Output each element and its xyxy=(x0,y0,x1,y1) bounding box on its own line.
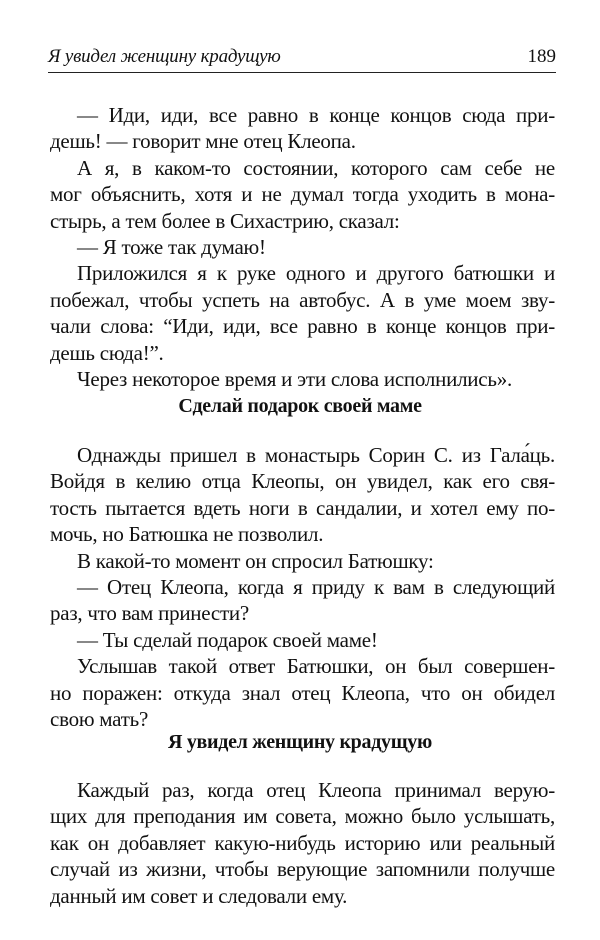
running-header xyxy=(48,40,556,73)
text-line: — Отец Клеопа, когда я приду к вам в следующий xyxy=(77,574,555,599)
section-heading: Я увидел женщину крадущую xyxy=(168,731,432,753)
paragraph xyxy=(50,777,555,909)
text-line: случай из жизни, чтобы верующие запомнили получше xyxy=(50,857,555,882)
text-line: данный им совет и следовали ему. xyxy=(50,883,348,908)
text-line: А я, в каком-то состоянии, которого сам себе не xyxy=(77,155,555,180)
text-line: мог объяснить, хотя и не думал тогда уходить в мона- xyxy=(50,182,555,207)
paragraph xyxy=(50,234,555,260)
text-line: свою мать? xyxy=(50,706,149,731)
paragraph xyxy=(50,574,555,627)
section-heading: Сделай подарок своей маме xyxy=(178,395,422,417)
paragraph xyxy=(50,548,555,574)
paragraph xyxy=(50,155,555,234)
text-line: дешь сюда!”. xyxy=(50,340,164,365)
section-text xyxy=(50,442,555,732)
text-line: чали слова: “Иди, иди, все равно в конце концов при- xyxy=(50,314,555,339)
text-line: — Иди, иди, все равно в конце концов сюда при- xyxy=(77,103,555,127)
text-line: щих для преподания им совета, можно было услышать, xyxy=(50,804,555,829)
text-line: Каждый раз, когда отец Клеопа принимал верую- xyxy=(77,778,555,802)
text-line: — Ты сделай подарок своей маме! xyxy=(77,627,378,652)
text-line: Однажды пришел в монастырь Сорин С. из Гала́ць. xyxy=(77,443,555,467)
paragraph xyxy=(50,442,555,548)
text-line: В какой-то момент он спросил Батюшку: xyxy=(77,548,434,573)
text-line: Войдя в келию отца Клеопы, он увидел, как его свя- xyxy=(50,469,555,494)
text-line: но поражен: откуда знал отец Клеопа, что он обидел xyxy=(50,680,555,705)
text-line: мочь, но Батюшка не позволил. xyxy=(50,522,324,547)
text-line: раз, что вам принести? xyxy=(50,601,249,626)
text-line: побежал, чтобы успеть на автобус. А в уме моем зву- xyxy=(50,287,555,312)
text-line: как он добавляет какую-нибудь историю или реальный xyxy=(50,830,555,855)
section-text xyxy=(50,102,555,392)
paragraph xyxy=(50,102,555,155)
text-line: Через некоторое время и эти слова исполнились». xyxy=(77,366,512,391)
text-line: тость пытается вдеть ноги в сандалии, и хотел ему по- xyxy=(50,495,555,520)
paragraph xyxy=(50,653,555,732)
paragraph xyxy=(50,260,555,366)
section-text xyxy=(50,777,555,909)
paragraph xyxy=(50,627,555,653)
paragraph xyxy=(50,366,555,392)
text-line: Приложился я к руке одного и другого батюшки и xyxy=(77,261,555,286)
running-header-title: Я увидел женщину крадущую xyxy=(48,46,281,67)
text-line: дешь! — говорит мне отец Клеопа. xyxy=(50,129,356,154)
text-line: стырь, а тем более в Сихастрию, сказал: xyxy=(50,208,400,233)
text-line: — Я тоже так думаю! xyxy=(77,234,266,259)
text-line: Услышав такой ответ Батюшки, он был совершен- xyxy=(77,654,555,679)
page-number: 189 xyxy=(527,46,556,67)
